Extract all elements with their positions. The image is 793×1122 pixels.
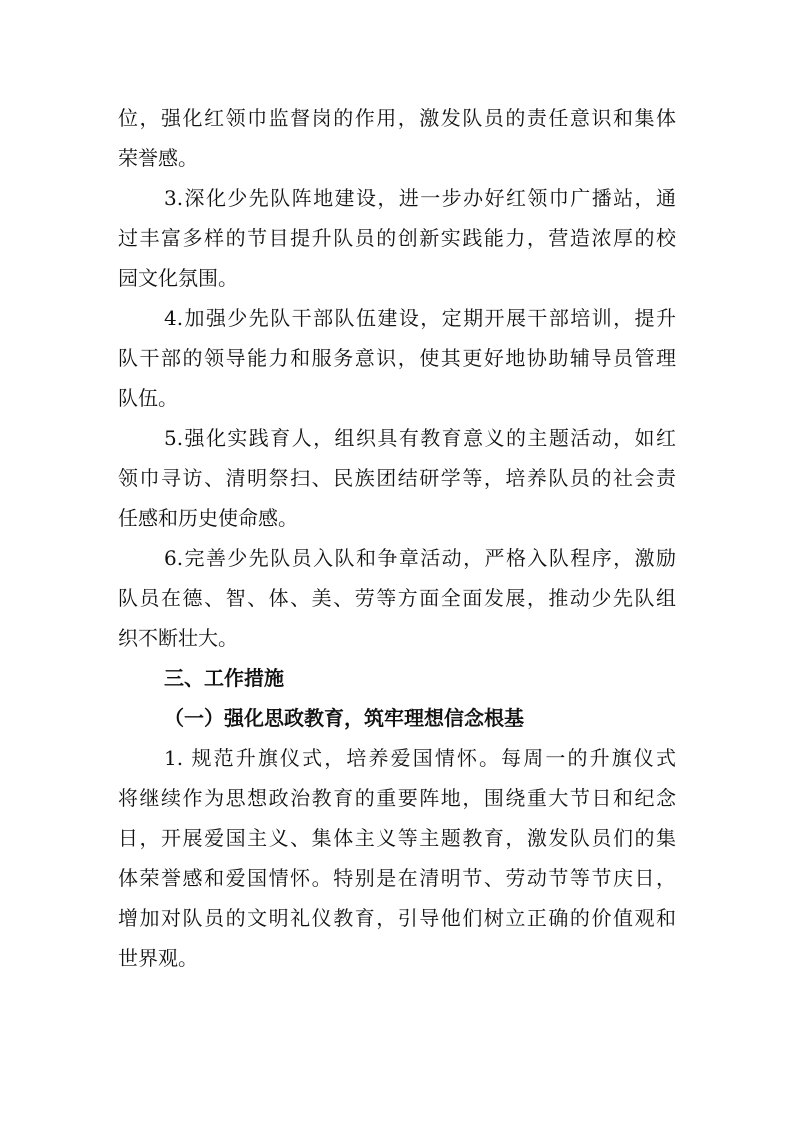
text-line: 5.强化实践育人，组织具有教育意义的主题活动，如红 xyxy=(164,426,676,450)
paragraph-item-3 xyxy=(118,178,676,298)
document-page xyxy=(118,98,676,978)
text-line: 队员在德、智、体、美、劳等方面全面发展，推动少先队组 xyxy=(118,586,676,610)
text-line: 4.加强少先队干部队伍建设，定期开展干部培训，提升 xyxy=(164,306,676,330)
paragraph-item-6 xyxy=(118,538,676,658)
paragraph-item-4 xyxy=(118,298,676,418)
text-line: 1. 规范升旗仪式，培养爱国情怀。每周一的升旗仪式 xyxy=(164,746,676,770)
text-line: 3.深化少先队阵地建设，进一步办好红领巾广播站，通 xyxy=(164,186,676,210)
text-line: 将继续作为思想政治教育的重要阵地，围绕重大节日和纪念 xyxy=(118,786,676,810)
text-line: 位，强化红领巾监督岗的作用，激发队员的责任意识和集体 xyxy=(118,106,676,130)
text-line: 队伍。 xyxy=(118,386,178,410)
text-line: 6.完善少先队员入队和争章活动，严格入队程序，激励 xyxy=(164,546,676,570)
paragraph-measure-1 xyxy=(118,738,676,978)
text-line: 日，开展爱国主义、集体主义等主题教育，激发队员们的集 xyxy=(118,826,676,850)
text-line: 体荣誉感和爱国情怀。特别是在清明节、劳动节等节庆日， xyxy=(118,866,676,890)
subsection-heading: （一）强化思政教育，筑牢理想信念根基 xyxy=(164,706,524,730)
text-line: 增加对队员的文明礼仪教育，引导他们树立正确的价值观和 xyxy=(118,906,676,930)
text-line: 荣誉感。 xyxy=(118,146,198,170)
text-line: 世界观。 xyxy=(118,946,198,970)
text-line: 园文化氛围。 xyxy=(118,266,238,290)
paragraph-continuation xyxy=(118,98,676,178)
text-line: 队干部的领导能力和服务意识，使其更好地协助辅导员管理 xyxy=(118,346,676,370)
text-line: 过丰富多样的节目提升队员的创新实践能力，营造浓厚的校 xyxy=(118,226,676,250)
text-line: 领巾寻访、清明祭扫、民族团结研学等，培养队员的社会责 xyxy=(118,466,676,490)
text-line: 织不断壮大。 xyxy=(118,626,238,650)
text-line: 任感和历史使命感。 xyxy=(118,506,298,530)
section-heading: 三、工作措施 xyxy=(164,666,284,690)
paragraph-item-5 xyxy=(118,418,676,538)
